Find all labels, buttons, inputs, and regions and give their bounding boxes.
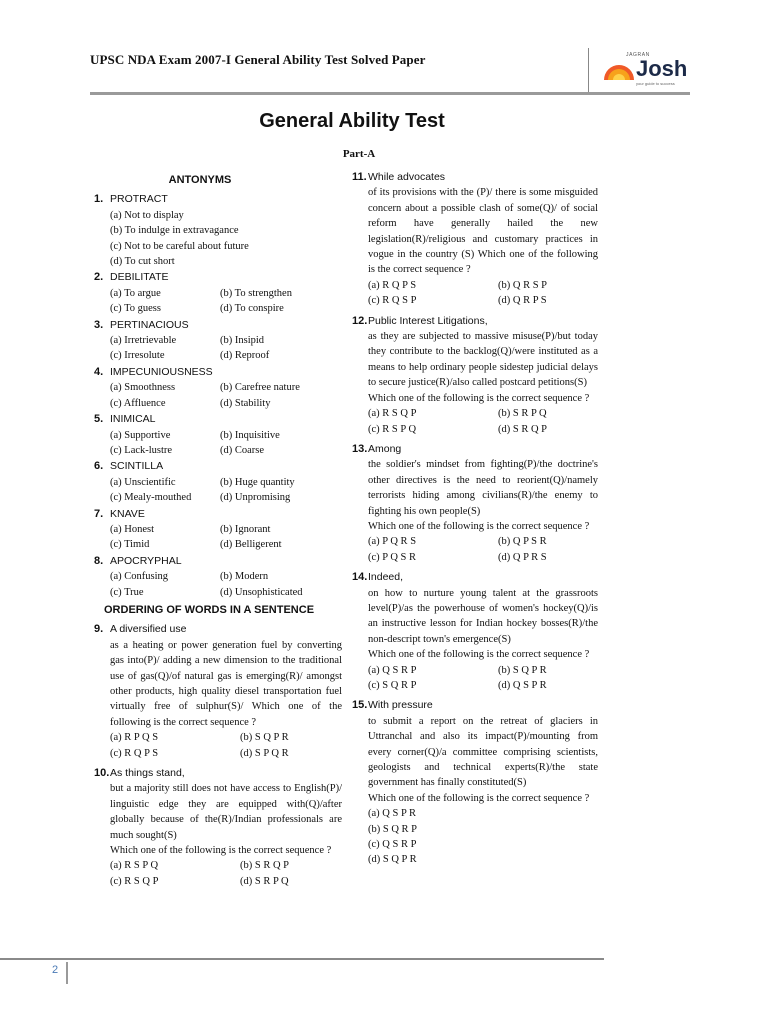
question-number: 9. [94,623,104,636]
question-word: DEBILITATE [110,271,169,284]
left-column [94,173,342,894]
question-lead: Among [368,442,402,455]
question-number: 13. [352,442,368,455]
question-lead: A diversified use [110,623,187,636]
question-prompt: Which one of the following is the correct sequence ? [368,649,590,661]
option-text: (d) Q R P S [498,295,547,307]
option-text: (c) P Q S R [368,551,417,563]
option-text: (c) Q S R P [368,839,417,851]
question-number: 11. [352,171,367,183]
question-head [94,318,342,333]
question-head [352,170,598,185]
option-text: (a) Confusing [110,571,169,583]
option-group [94,208,342,270]
option-text: (b) Q P S R [498,536,547,548]
option-text: (b) Carefree nature [220,382,300,394]
option-group [94,730,342,761]
question-lead: As things stand, [110,767,185,780]
logo-wordmark: Josh [636,56,688,81]
option-group [94,522,342,553]
question-lead: Public Interest Litigations, [368,314,488,327]
option-text: (c) Mealy-mouthed [110,492,192,504]
question-item [94,507,342,553]
option-group [352,278,598,309]
option-text: (b) Q R S P [498,279,548,291]
option-text: (b) Ignorant [220,523,271,535]
question-word: INIMICAL [110,413,156,426]
header-rule [90,92,690,95]
question-head [94,507,342,522]
option-text: (a) Q S R P [368,664,417,676]
option-text: (c) Not to be careful about future [110,240,249,252]
question-word: PERTINACIOUS [110,318,189,331]
option-group [94,569,342,600]
question-prompt: Which one of the following is the correct sequence ? [368,520,590,532]
option-text: (d) Q P R S [498,551,547,563]
question-prompt: Which one of the following is the correct sequence ? [368,792,590,804]
option-group [94,380,342,411]
option-text: (d) Unpromising [220,492,291,504]
question-head [94,766,342,781]
question-word: IMPECUNIOUSNESS [110,365,213,378]
question-number: 1. [94,193,104,206]
option-group [352,663,598,694]
question-item [94,554,342,600]
question-head [94,554,342,569]
option-text: (c) To guess [110,303,161,315]
question-item [352,314,598,437]
option-text: (b) Modern [220,571,269,583]
question-prompt: Which one of the following is the correct sequence ? [110,845,332,857]
question-lead: While advocates [368,171,446,183]
question-head [94,192,342,207]
option-group [94,428,342,459]
option-text: (d) Coarse [220,444,265,456]
question-head [352,442,598,457]
option-text: (c) Irresolute [110,350,165,362]
footer-rule [0,958,604,960]
question-body: on how to nurture young talent at the grassroots level(P)/as the powerhouse of women's hockey(Q)/is an instructive lesson for Indian hockey bosses(R)/the non-descript town's emergence(S) [368,587,598,645]
question-item [94,459,342,505]
option-text: (d) Belligerent [220,539,282,551]
question-item [94,270,342,316]
option-text: (a) R S P Q [110,860,159,872]
question-item [94,365,342,411]
question-number: 15. [352,699,368,712]
option-text: (c) R Q P S [110,747,159,759]
page-number-bar [66,962,68,984]
option-text: (a) R S Q P [368,408,417,420]
question-head [94,622,342,637]
jagran-josh-logo: JAGRAN Josh your guide to success [602,52,692,88]
option-group [352,806,598,868]
option-text: (a) R P Q S [110,732,159,744]
question-prompt: Which one of the following is the correct sequence ? [368,392,590,404]
question-head [94,365,342,380]
ordering-right-list [352,170,598,868]
header-separator [588,48,589,92]
option-text: (a) Not to display [110,209,184,221]
question-item [94,318,342,364]
question-body: as a heating or power generation fuel by converting gas into(P)/ adding a new dimension to the traditional use of gas(Q)/of natural gas is emerging(R)/ amongst other products, high quality diesel transportation fuel virtually free of sulphur(S)/ Which one of the following is the correct sequence ? [110,639,342,728]
question-head [94,270,342,285]
question-number: 4. [94,365,104,378]
option-text: (c) R Q S P [368,295,417,307]
option-text: (b) S Q P R [498,664,547,676]
option-text: (b) S R Q P [240,860,290,872]
page-header [90,44,690,94]
question-item [94,412,342,458]
option-text: (d) Q S P R [498,680,547,691]
option-text: (b) S R P Q [498,408,547,420]
question-body: the soldier's mindset from fighting(P)/the doctrine's other directives is the need to reorient(Q)/namely terrorists hiding among civilians(R)/the enemy to fighting his own people(S) [368,459,598,517]
question-head [94,412,342,427]
page-number: 2 [52,964,59,976]
option-text: (d) Reproof [220,350,270,362]
question-number: 5. [94,413,104,426]
option-text: (a) Unscientific [110,476,176,488]
option-text: (b) To strengthen [220,287,292,299]
option-group [94,475,342,506]
question-number: 14. [352,571,368,584]
option-group [94,858,342,889]
option-text: (a) P Q R S [368,536,417,548]
option-text: (a) Honest [110,523,155,535]
option-text: (a) Irretrievable [110,335,177,347]
part-label: Part-A [342,148,376,160]
option-text: (c) True [110,586,144,598]
question-item [352,570,598,693]
question-body: of its provisions with the (P)/ there is some misguided concern about a possible clash of some(Q)/ of social reform have generally hailed the new legislation(R)/religious and customary practices in vogue in the country (S) Which one of the following is the correct sequence ? [368,187,598,276]
option-text: (d) Unsophisticated [220,586,303,598]
option-group [352,406,598,437]
question-lead: With pressure [368,699,433,712]
question-word: APOCRYPHAL [110,554,182,567]
option-text: (a) Smoothness [110,382,176,394]
option-text: (d) S R Q P [498,423,548,435]
question-head [94,459,342,474]
question-number: 6. [94,460,104,473]
question-item [94,192,342,269]
option-text: (b) Inquisitive [220,429,280,441]
question-word: SCINTILLA [110,460,164,473]
option-text: (d) To conspire [220,303,284,315]
question-word: PROTRACT [110,193,168,206]
page-title: General Ability Test [259,110,445,132]
question-item [352,442,598,565]
question-head [352,698,598,713]
question-body: but a majority still does not have access to English(P)/ linguistic edge they are equipped with(Q)/after globally because of the(R)/Indian professionals are much sought(S) [110,783,342,841]
question-number: 8. [94,554,104,567]
option-text: (a) Supportive [110,429,171,441]
question-item [94,766,342,889]
header-title: UPSC NDA Exam 2007-I General Ability Test Solved Paper [90,52,426,67]
right-column [352,170,598,873]
option-group [94,286,342,317]
option-text: (c) Timid [110,539,150,551]
option-text: (a) To argue [110,287,161,299]
option-text: (c) S Q R P [368,680,417,691]
option-text: (b) S Q R P [368,823,418,835]
option-text: (d) S P Q R [240,747,289,759]
option-group [352,534,598,565]
question-body: as they are subjected to massive misuse(P)/but today they contribute to the backlog(Q)/were instituted as a means to help ordinary people sidestep judicial delays to secure justice(R)/also called postcard petitions(S) [368,331,598,389]
option-group [94,333,342,364]
question-head [352,570,598,585]
option-text: (d) To cut short [110,256,175,268]
sun-logo-icon [602,58,636,84]
section-heading-ordering: ORDERING OF WORDS IN A SENTENCE [104,603,315,616]
option-text: (c) Affluence [110,397,166,409]
option-text: (b) Huge quantity [220,476,295,488]
option-text: (b) S Q P R [240,732,289,744]
antonyms-list [94,192,342,600]
question-number: 10. [94,767,110,780]
option-text: (c) R S Q P [110,875,159,887]
option-text: (d) Stability [220,397,271,409]
question-item [94,622,342,761]
question-number: 2. [94,271,104,284]
question-lead: Indeed, [368,571,404,584]
option-text: (b) Insipid [220,335,265,347]
question-number: 7. [94,507,104,520]
question-item [352,170,598,309]
question-word: KNAVE [110,507,145,520]
option-text: (b) To indulge in extravagance [110,225,239,237]
question-number: 12. [352,314,368,327]
question-body: to submit a report on the retreat of glaciers in Uttranchal and also its impact(P)/mounting from every corner(Q)/a committee comprising scientists, geologists and technical experts(R)/the state government has finally constituted(S) [368,715,598,789]
option-text: (a) R Q P S [368,279,417,291]
ordering-left-list [94,622,342,889]
question-item [352,698,598,867]
option-text: (c) Lack-lustre [110,444,173,456]
option-text: (c) R S P Q [368,423,417,435]
option-text: (d) S Q P R [368,854,417,866]
question-head [352,314,598,329]
question-number: 3. [94,318,104,331]
section-heading-antonyms: ANTONYMS [168,174,232,186]
option-text: (d) S R P Q [240,875,289,887]
option-text: (a) Q S P R [368,808,417,820]
